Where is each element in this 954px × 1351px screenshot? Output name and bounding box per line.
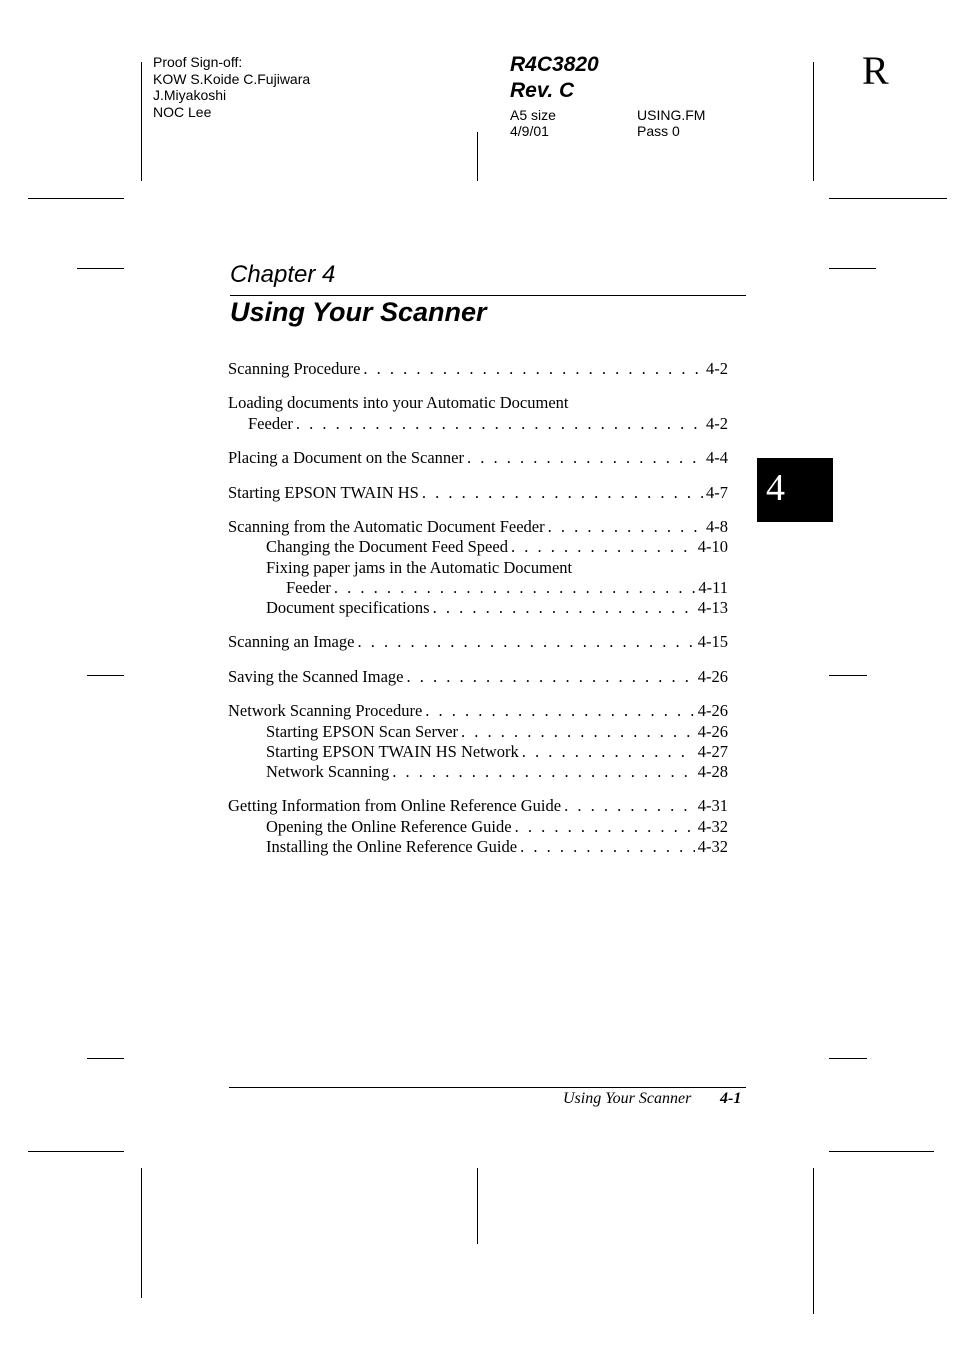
chapter-title: Using Your Scanner xyxy=(230,297,487,327)
toc-page: 4-8 xyxy=(706,517,728,537)
toc-page: 4-26 xyxy=(697,666,728,686)
chapter-tab xyxy=(757,458,833,522)
doc-size: A5 size xyxy=(510,107,556,123)
toc-entry-text: Feeder xyxy=(248,413,293,433)
toc-entry[interactable] xyxy=(228,448,728,468)
toc-entry-text: Placing a Document on the Scanner xyxy=(228,448,464,468)
toc-entry-continuation[interactable] xyxy=(228,414,728,434)
crop-mark xyxy=(141,62,142,181)
crop-mark xyxy=(477,1168,478,1244)
toc-leader xyxy=(296,414,703,434)
doc-code-block xyxy=(510,52,599,104)
proof-line: J.Miyakoshi xyxy=(153,87,227,104)
doc-code: R4C3820 xyxy=(510,53,599,76)
toc-page: 4-11 xyxy=(698,577,728,597)
toc-page: 4-15 xyxy=(697,632,728,652)
toc-page: 4-7 xyxy=(706,482,728,502)
toc-page: 4-2 xyxy=(706,359,728,378)
doc-file: USING.FM xyxy=(637,107,706,123)
crop-mark xyxy=(87,1058,124,1059)
toc-leader xyxy=(548,517,703,537)
toc-page: 4-31 xyxy=(697,796,728,816)
toc-entry-text: Starting EPSON TWAIN HS Network xyxy=(266,741,519,761)
toc-entry[interactable] xyxy=(228,483,728,503)
toc-page: 4-2 xyxy=(706,413,728,433)
toc-entry-text: Starting EPSON TWAIN HS xyxy=(228,482,419,502)
proof-line: KOW S.Koide C.Fujiwara xyxy=(153,70,311,87)
toc-page: 4-10 xyxy=(697,537,728,557)
toc-entry[interactable] xyxy=(228,701,728,721)
toc-page: 4-4 xyxy=(706,448,728,468)
toc-subentry[interactable] xyxy=(228,817,728,837)
crop-mark xyxy=(813,1168,814,1314)
crop-mark xyxy=(77,268,124,269)
toc-page: 4-27 xyxy=(697,741,728,761)
toc-entry-text: Loading documents into your Automatic Document xyxy=(228,393,569,413)
toc-entry[interactable] xyxy=(228,359,728,379)
toc-entry-text: Scanning Procedure xyxy=(228,359,361,378)
toc-entry[interactable] xyxy=(228,796,728,816)
toc-subentry[interactable] xyxy=(228,742,728,762)
toc-page: 4-32 xyxy=(697,816,728,836)
toc-leader xyxy=(407,667,695,687)
toc-leader xyxy=(515,817,695,837)
proof-line: NOC Lee xyxy=(153,104,212,121)
toc-subentry-continuation[interactable] xyxy=(228,578,728,598)
crop-mark xyxy=(829,268,876,269)
toc-leader xyxy=(422,483,703,503)
toc-subentry[interactable] xyxy=(228,837,728,857)
toc-entry-text: Changing the Document Feed Speed xyxy=(266,537,508,557)
crop-mark xyxy=(829,198,947,199)
toc-leader xyxy=(461,722,695,742)
toc-entry-text: Getting Information from Online Reference Guide xyxy=(228,796,562,816)
crop-mark xyxy=(829,675,867,676)
crop-mark xyxy=(813,62,814,181)
toc-entry[interactable] xyxy=(228,667,728,687)
toc-subentry[interactable] xyxy=(228,537,728,557)
toc-leader xyxy=(520,837,695,857)
doc-date: 4/9/01 xyxy=(510,123,549,139)
table-of-contents xyxy=(228,359,728,857)
crop-mark xyxy=(28,198,124,199)
toc-entry-text: Network Scanning xyxy=(266,761,390,781)
toc-leader xyxy=(467,448,703,468)
toc-subentry[interactable] xyxy=(228,558,728,578)
chapter-tab-number: 4 xyxy=(766,467,785,509)
toc-leader xyxy=(433,598,695,618)
doc-revision: Rev. C xyxy=(510,79,575,102)
toc-entry-text: Starting EPSON Scan Server xyxy=(266,721,459,741)
footer-title: Using Your Scanner xyxy=(563,1090,692,1107)
corner-mark: R xyxy=(862,48,889,93)
crop-mark xyxy=(87,675,124,676)
toc-entry-text: Opening the Online Reference Guide xyxy=(266,816,512,836)
toc-page: 4-28 xyxy=(697,761,728,781)
toc-subentry[interactable] xyxy=(228,598,728,618)
toc-entry-text: Installing the Online Reference Guide xyxy=(266,836,518,856)
toc-entry-text: Saving the Scanned Image xyxy=(228,666,404,686)
toc-entry-text: Scanning an Image xyxy=(228,632,355,652)
toc-subentry[interactable] xyxy=(228,722,728,742)
toc-leader xyxy=(511,537,695,557)
toc-page: 4-32 xyxy=(697,836,728,856)
toc-page: 4-13 xyxy=(697,597,728,617)
toc-page: 4-26 xyxy=(697,701,728,721)
crop-mark xyxy=(829,1151,934,1152)
toc-entry[interactable] xyxy=(228,393,728,413)
proof-signoff xyxy=(153,54,310,121)
doc-pass: Pass 0 xyxy=(637,123,680,139)
proof-line: Proof Sign-off: xyxy=(153,54,243,70)
toc-subentry[interactable] xyxy=(228,762,728,782)
crop-mark xyxy=(477,132,478,181)
toc-entry-text: Document specifications xyxy=(266,597,430,617)
toc-leader xyxy=(357,632,694,652)
toc-leader xyxy=(564,796,695,816)
toc-leader xyxy=(425,701,694,721)
toc-entry-text: Network Scanning Procedure xyxy=(228,701,423,721)
toc-entry-text: Feeder xyxy=(286,577,331,597)
chapter-label: Chapter 4 xyxy=(230,261,336,288)
crop-mark xyxy=(829,1058,867,1059)
toc-entry-text: Fixing paper jams in the Automatic Document xyxy=(266,557,573,577)
toc-entry-text: Scanning from the Automatic Document Feeder xyxy=(228,517,545,537)
toc-leader xyxy=(522,742,695,762)
toc-leader xyxy=(363,359,703,379)
toc-entry[interactable] xyxy=(228,517,728,537)
toc-page: 4-26 xyxy=(697,721,728,741)
footer-page-number: 4-1 xyxy=(720,1090,742,1107)
toc-entry[interactable] xyxy=(228,632,728,652)
crop-mark xyxy=(28,1151,124,1152)
crop-mark xyxy=(141,1168,142,1298)
toc-leader xyxy=(392,762,694,782)
toc-leader xyxy=(334,578,695,598)
